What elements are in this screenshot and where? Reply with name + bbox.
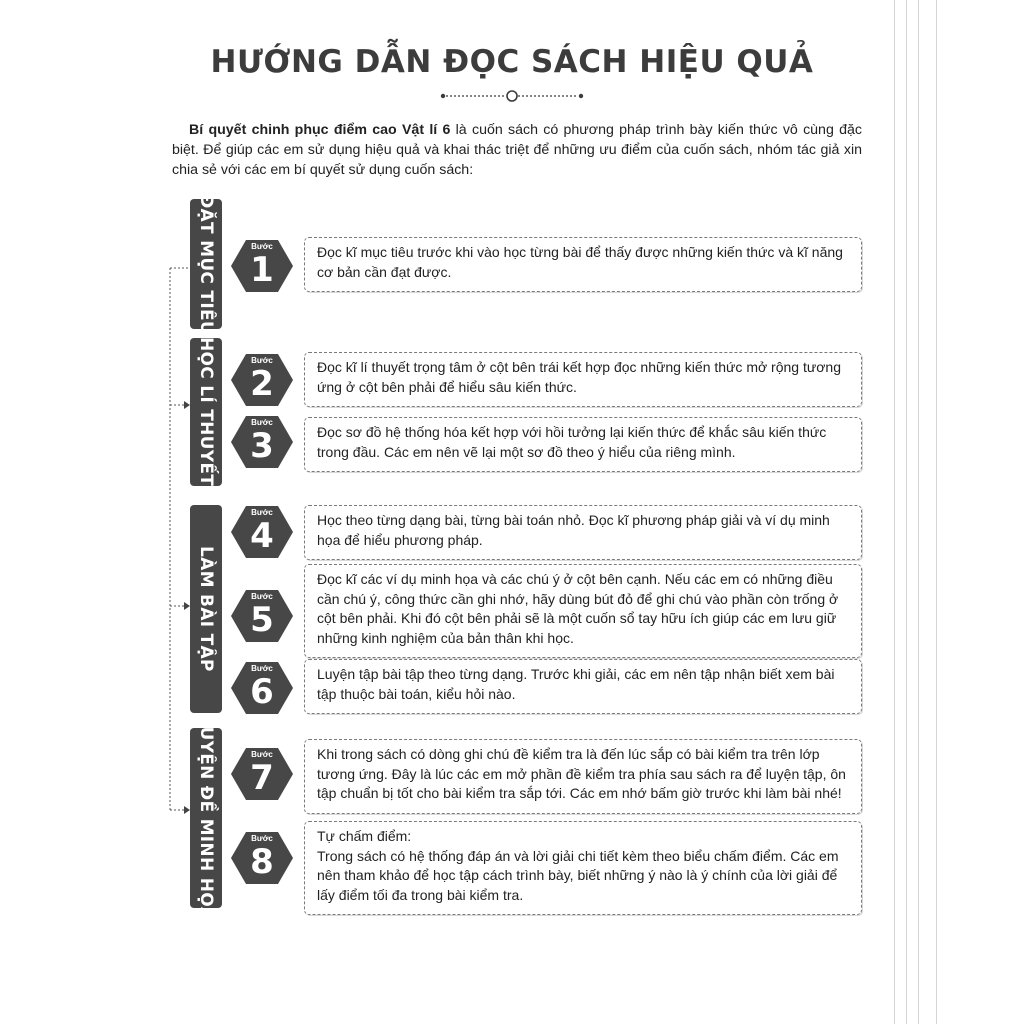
step-heading: Tự chấm điểm: (317, 828, 412, 844)
stage-practice-tests (190, 715, 222, 921)
step-box-6 (304, 659, 862, 714)
step-number: 4 (250, 516, 274, 556)
step-box-7 (304, 739, 862, 814)
step-number: 7 (250, 758, 274, 798)
step-number: 3 (250, 426, 274, 466)
step-badge-7: Bước 7 (230, 746, 294, 802)
step-text: Luyện tập bài tập theo từng dạng. Trước khi giải, các em nên tập nhận biết xem bài tập thuộc bài toán, kiểu hỏi nào. (317, 666, 835, 702)
step-box-1 (304, 237, 862, 292)
step-text: Trong sách có hệ thống đáp án và lời giải chi tiết kèm theo biểu chấm điểm. Các em nên tham khảo để học tập cách trình bày, biết những ý nào là ý chính của lời giải để lấy điểm tối đa trong bài kiểm tra. (317, 847, 839, 903)
title-ornament (440, 88, 584, 104)
stage-label: ĐẶT MỤC TIÊU (196, 193, 216, 335)
step-badge-3: Bước 3 (230, 414, 294, 470)
step-text: Đọc sơ đồ hệ thống hóa kết hợp với hồi tưởng lại kiến thức để khắc sâu kiến thức trong đầu. Các em nên vẽ lại một sơ đồ theo ý hiểu của riêng mình. (317, 424, 827, 460)
step-badge-1: Bước 1 (230, 238, 294, 294)
stage-label: LUYỆN ĐỀ MINH HỌA (196, 715, 216, 921)
intro-book-title: Bí quyết chinh phục điểm cao Vật lí 6 (189, 122, 451, 138)
stage-do-exercises (190, 505, 222, 713)
page-edge-lines (874, 0, 1024, 1024)
step-text: Đọc kĩ lí thuyết trọng tâm ở cột bên trái kết hợp đọc những kiến thức mở rộng tương ứng ở cột bên phải để hiểu sâu kiến thức. (317, 359, 841, 395)
step-number: 6 (250, 672, 274, 712)
step-box-5 (304, 564, 862, 658)
step-box-3 (304, 417, 862, 472)
stage-learn-theory (190, 338, 222, 486)
step-badge-4: Bước 4 (230, 504, 294, 560)
stage-label: HỌC LÍ THUYẾT (196, 337, 216, 487)
step-text: Đọc kĩ các ví dụ minh họa và các chú ý ở cột bên cạnh. Nếu các em có những điều cần chú ý, công thức cần ghi nhớ, hãy dùng bút đỏ để ghi chú vào phần còn trống ở cột bên phải. Khi đó cột bên phải sẽ là một cuốn sổ tay hữu ích giúp các em lưu giữ những kinh nghiệm của bản thân khi học. (317, 571, 839, 646)
intro-paragraph (172, 120, 862, 180)
step-box-4 (304, 505, 862, 560)
stage-label: LÀM BÀI TẬP (196, 546, 216, 672)
step-badge-6: Bước 6 (230, 660, 294, 716)
step-badge-8: Bước 8 (230, 830, 294, 886)
step-number: 1 (250, 250, 274, 290)
step-number: 8 (250, 842, 274, 882)
step-text: Học theo từng dạng bài, từng bài toán nhỏ. Đọc kĩ phương pháp giải và ví dụ minh họa để hiểu phương pháp. (317, 512, 830, 548)
step-number: 2 (250, 364, 274, 404)
page-title: HƯỚNG DẪN ĐỌC SÁCH HIỆU QUẢ (210, 44, 814, 80)
flow-connector (0, 0, 200, 1024)
step-box-8 (304, 821, 862, 915)
stage-set-goals (190, 193, 222, 335)
step-text: Đọc kĩ mục tiêu trước khi vào học từng bài để thấy được những kiến thức và kĩ năng cơ bản cần đạt được. (317, 244, 843, 280)
step-box-2 (304, 352, 862, 407)
step-text: Khi trong sách có dòng ghi chú đề kiểm tra là đến lúc sắp có bài kiểm tra trên lớp tương ứng. Đây là lúc các em mở phần đề kiểm tra phía sau sách ra để luyện tập, ôn tập chuẩn bị tốt cho bài kiểm tra sắp tới. Các em nhớ bấm giờ trước khi làm bài nhé! (317, 746, 846, 801)
intro-text: là cuốn sách có phương pháp trình bày kiến thức vô cùng đặc biệt. Để giúp các em sử dụng hiệu quả và khai thác triệt để những ưu điểm của cuốn sách, nhóm tác giả xin chia sẻ với các em bí quyết sử dụng cuốn sách: (172, 122, 862, 178)
step-badge-5: Bước 5 (230, 588, 294, 644)
step-number: 5 (250, 600, 274, 640)
step-badge-2: Bước 2 (230, 352, 294, 408)
